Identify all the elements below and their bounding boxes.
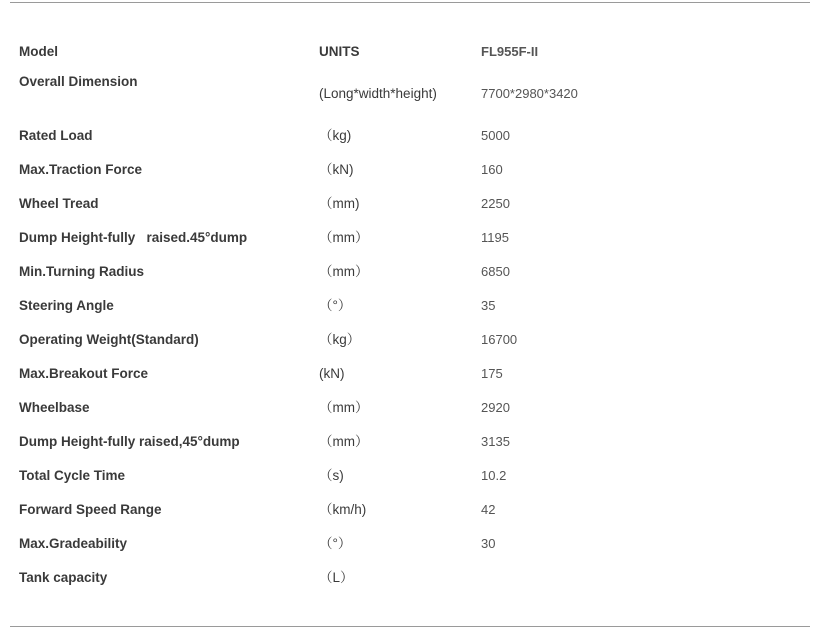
param-name: Min.Turning Radius [19, 264, 144, 279]
table-row [19, 297, 799, 321]
param-name: Steering Angle [19, 298, 114, 313]
table-row [19, 535, 799, 559]
header-units: UNITS [319, 44, 360, 59]
param-value: 5000 [481, 128, 510, 143]
param-value: 35 [481, 298, 496, 313]
param-name: Rated Load [19, 128, 93, 143]
param-name: Max.Traction Force [19, 162, 143, 177]
param-unit: （°） [319, 298, 352, 313]
table-row [19, 161, 799, 185]
table-row [19, 365, 799, 389]
param-value: 16700 [481, 332, 518, 347]
param-value: 2920 [481, 400, 510, 415]
param-value: 42 [481, 502, 496, 517]
param-name: Overall Dimension [19, 74, 138, 89]
param-value: 2250 [481, 196, 510, 211]
param-name: Tank capacity [19, 570, 108, 585]
param-unit: （L） [319, 570, 354, 585]
table-row [19, 229, 799, 253]
param-value: 3135 [481, 434, 510, 449]
table-row [19, 467, 799, 491]
table-row [19, 127, 799, 151]
param-name: Dump Height-fully raised.45°dump [19, 230, 248, 245]
table-row [19, 195, 799, 219]
header-model: Model [19, 44, 58, 59]
param-value: 6850 [481, 264, 510, 279]
table-row [19, 73, 799, 113]
param-value: 1195 [481, 230, 509, 245]
param-name: Forward Speed Range [19, 502, 162, 517]
param-value: 10.2 [481, 468, 507, 483]
param-unit: （mm） [319, 264, 369, 279]
table-header-row [19, 43, 799, 67]
param-unit: （kg) [319, 128, 352, 143]
param-name: Max.Breakout Force [19, 366, 149, 381]
param-name: Wheel Tread [19, 196, 99, 211]
param-name: Operating Weight(Standard) [19, 332, 199, 347]
param-unit: (Long*width*height) [319, 86, 437, 101]
param-name: Wheelbase [19, 400, 90, 415]
table-row [19, 399, 799, 423]
param-unit: (kN) [319, 366, 345, 381]
param-unit: （mm） [319, 434, 369, 449]
table-row [19, 433, 799, 457]
header-model-value: FL955F-II [481, 44, 539, 59]
param-name: Max.Gradeability [19, 536, 128, 551]
param-value: 175 [481, 366, 503, 381]
param-unit: （mm） [319, 230, 369, 245]
table-row [19, 569, 799, 593]
param-value: 30 [481, 536, 496, 551]
param-unit: （kN) [319, 162, 354, 177]
param-unit: （s) [319, 468, 344, 483]
param-unit: （km/h) [319, 502, 367, 517]
param-unit: （mm） [319, 400, 369, 415]
param-unit: （mm) [319, 196, 360, 211]
param-name: Dump Height-fully raised,45°dump [19, 434, 240, 449]
param-unit: （kg） [319, 332, 361, 347]
param-value: 160 [481, 162, 503, 177]
bottom-divider [10, 626, 810, 627]
param-value: 7700*2980*3420 [481, 86, 578, 101]
spec-table [19, 0, 799, 630]
table-row [19, 501, 799, 525]
param-unit: （°） [319, 536, 352, 551]
table-row [19, 263, 799, 287]
param-name: Total Cycle Time [19, 468, 126, 483]
table-row [19, 331, 799, 355]
